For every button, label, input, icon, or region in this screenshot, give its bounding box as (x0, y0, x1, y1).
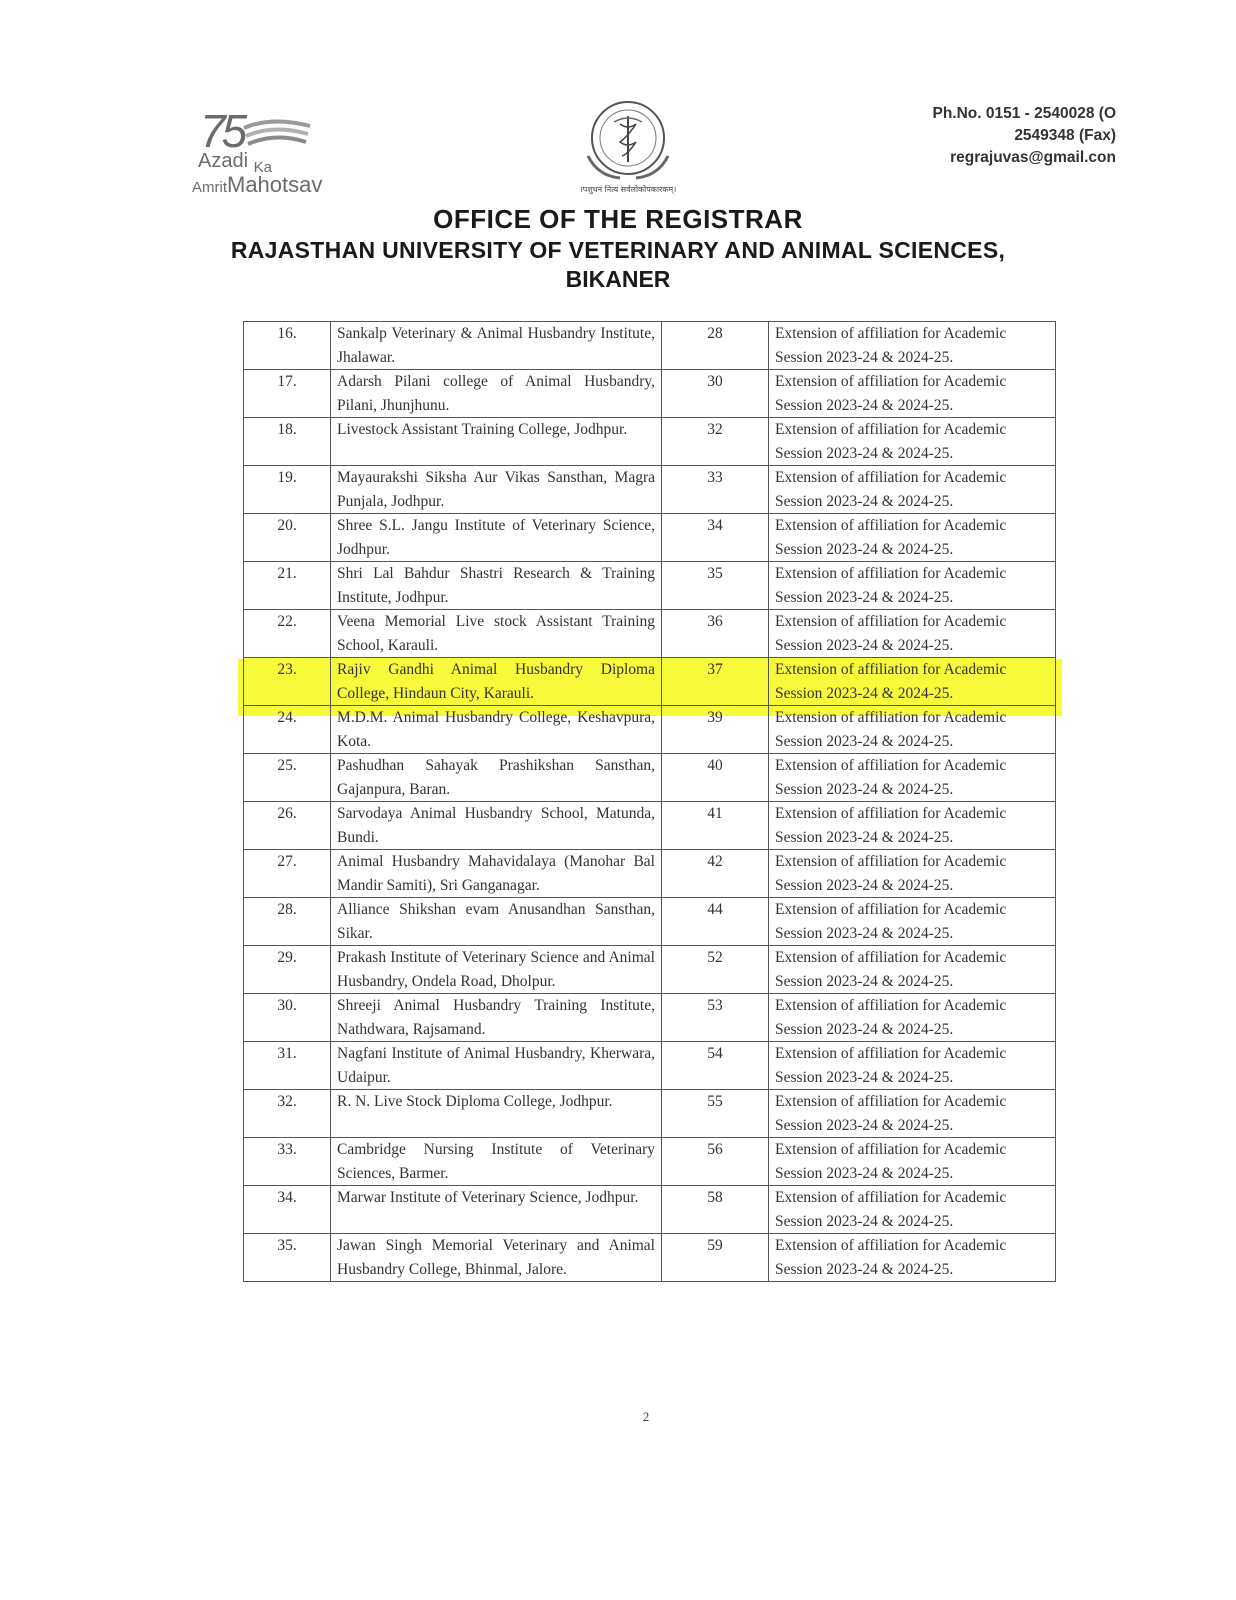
serial-number-cell: 34. (244, 1186, 331, 1234)
remark-cell: Extension of affiliation for Academic Session 2023-24 & 2024-25. (769, 466, 1056, 514)
logo-word-amrit: Amrit (192, 179, 227, 196)
reference-number-cell: 40 (662, 754, 769, 802)
seal-emblem-icon (568, 96, 688, 186)
serial-number-cell: 33. (244, 1138, 331, 1186)
table-row (244, 850, 1056, 898)
table-row (244, 754, 1056, 802)
table-row (244, 898, 1056, 946)
table-row (244, 1234, 1056, 1282)
serial-number-cell: 28. (244, 898, 331, 946)
university-city: BIKANER (565, 266, 671, 292)
institute-name-cell: Jawan Singh Memorial Veterinary and Animal Husbandry College, Bhinmal, Jalore. (331, 1234, 662, 1282)
table-row (244, 994, 1056, 1042)
table-row (244, 466, 1056, 514)
university-seal (568, 96, 688, 196)
reference-number-cell: 44 (662, 898, 769, 946)
institute-name-cell: R. N. Live Stock Diploma College, Jodhpur. (331, 1090, 662, 1138)
flag-swoosh-icon (242, 118, 312, 150)
table-row (244, 562, 1056, 610)
table-row (244, 1042, 1056, 1090)
reference-number-cell: 55 (662, 1090, 769, 1138)
remark-cell: Extension of affiliation for Academic Session 2023-24 & 2024-25. (769, 1186, 1056, 1234)
reference-number-cell: 59 (662, 1234, 769, 1282)
table-row (244, 1186, 1056, 1234)
institute-name-cell: Mayaurakshi Siksha Aur Vikas Sansthan, Magra Punjala, Jodhpur. (331, 466, 662, 514)
serial-number-cell: 25. (244, 754, 331, 802)
logo-text-line1 (198, 150, 272, 176)
reference-number-cell: 32 (662, 418, 769, 466)
table-row (244, 1090, 1056, 1138)
remark-cell: Extension of affiliation for Academic Session 2023-24 & 2024-25. (769, 850, 1056, 898)
table-row (244, 322, 1056, 370)
institute-name-cell: Sarvodaya Animal Husbandry School, Matunda, Bundi. (331, 802, 662, 850)
logo-75-number: 75 (200, 105, 244, 157)
institute-name-cell: Sankalp Veterinary & Animal Husbandry Institute, Jhalawar. (331, 322, 662, 370)
remark-cell: Extension of affiliation for Academic Session 2023-24 & 2024-25. (769, 370, 1056, 418)
serial-number-cell: 16. (244, 322, 331, 370)
remark-cell: Extension of affiliation for Academic Session 2023-24 & 2024-25. (769, 610, 1056, 658)
institute-name-cell: M.D.M. Animal Husbandry College, Keshavpura, Kota. (331, 706, 662, 754)
institute-name-cell: Veena Memorial Live stock Assistant Training School, Karauli. (331, 610, 662, 658)
institute-name-cell: Livestock Assistant Training College, Jodhpur. (331, 418, 662, 466)
reference-number-cell: 33 (662, 466, 769, 514)
logo-word-ka: Ka (253, 159, 272, 176)
table-row (244, 1138, 1056, 1186)
remark-cell: Extension of affiliation for Academic Session 2023-24 & 2024-25. (769, 418, 1056, 466)
institute-name-cell: Adarsh Pilani college of Animal Husbandry, Pilani, Jhunjhunu. (331, 370, 662, 418)
serial-number-cell: 22. (244, 610, 331, 658)
remark-cell: Extension of affiliation for Academic Session 2023-24 & 2024-25. (769, 802, 1056, 850)
logo-word-mahotsav: Mahotsav (227, 172, 323, 197)
institute-name-cell: Shree S.L. Jangu Institute of Veterinary Science, Jodhpur. (331, 514, 662, 562)
serial-number-cell: 30. (244, 994, 331, 1042)
remark-cell: Extension of affiliation for Academic Session 2023-24 & 2024-25. (769, 946, 1056, 994)
reference-number-cell: 28 (662, 322, 769, 370)
serial-number-cell: 21. (244, 562, 331, 610)
logo-word-azadi: Azadi (198, 150, 249, 172)
remark-cell: Extension of affiliation for Academic Session 2023-24 & 2024-25. (769, 754, 1056, 802)
serial-number-cell: 27. (244, 850, 331, 898)
institute-name-cell: Pashudhan Sahayak Prashikshan Sansthan, Gajanpura, Baran. (331, 754, 662, 802)
page-number: 2 (642, 1409, 650, 1424)
remark-cell: Extension of affiliation for Academic Session 2023-24 & 2024-25. (769, 898, 1056, 946)
serial-number-cell: 20. (244, 514, 331, 562)
reference-number-cell: 42 (662, 850, 769, 898)
serial-number-cell: 32. (244, 1090, 331, 1138)
table-row (244, 418, 1056, 466)
table-row (244, 658, 1056, 706)
remark-cell: Extension of affiliation for Academic Session 2023-24 & 2024-25. (769, 562, 1056, 610)
remark-cell: Extension of affiliation for Academic Session 2023-24 & 2024-25. (769, 514, 1056, 562)
phone-number: Ph.No. 0151 - 2540028 (O (932, 105, 1116, 122)
fax-number: 2549348 (Fax) (1014, 127, 1116, 144)
reference-number-cell: 56 (662, 1138, 769, 1186)
table-row (244, 610, 1056, 658)
remark-cell: Extension of affiliation for Academic Session 2023-24 & 2024-25. (769, 658, 1056, 706)
serial-number-cell: 18. (244, 418, 331, 466)
reference-number-cell: 35 (662, 562, 769, 610)
table-row (244, 370, 1056, 418)
institute-name-cell: Cambridge Nursing Institute of Veterinary Sciences, Barmer. (331, 1138, 662, 1186)
serial-number-cell: 31. (244, 1042, 331, 1090)
reference-number-cell: 36 (662, 610, 769, 658)
serial-number-cell: 23. (244, 658, 331, 706)
reference-number-cell: 39 (662, 706, 769, 754)
institute-name-cell: Shri Lal Bahdur Shastri Research & Training Institute, Jodhpur. (331, 562, 662, 610)
reference-number-cell: 52 (662, 946, 769, 994)
remark-cell: Extension of affiliation for Academic Session 2023-24 & 2024-25. (769, 322, 1056, 370)
serial-number-cell: 19. (244, 466, 331, 514)
serial-number-cell: 29. (244, 946, 331, 994)
institute-name-cell: Nagfani Institute of Animal Husbandry, Kherwara, Udaipur. (331, 1042, 662, 1090)
reference-number-cell: 58 (662, 1186, 769, 1234)
reference-number-cell: 37 (662, 658, 769, 706)
office-title: OFFICE OF THE REGISTRAR (433, 204, 803, 234)
serial-number-cell: 24. (244, 706, 331, 754)
table-row (244, 802, 1056, 850)
university-name: RAJASTHAN UNIVERSITY OF VETERINARY AND ANIMAL SCIENCES, (230, 237, 1006, 263)
table-row (244, 514, 1056, 562)
reference-number-cell: 53 (662, 994, 769, 1042)
remark-cell: Extension of affiliation for Academic Session 2023-24 & 2024-25. (769, 1042, 1056, 1090)
reference-number-cell: 34 (662, 514, 769, 562)
institute-name-cell: Prakash Institute of Veterinary Science and Animal Husbandry, Ondela Road, Dholpur. (331, 946, 662, 994)
azadi-ka-amrit-mahotsav-logo (192, 104, 352, 200)
serial-number-cell: 35. (244, 1234, 331, 1282)
contact-info (932, 103, 1116, 169)
reference-number-cell: 41 (662, 802, 769, 850)
affiliation-table (243, 321, 1056, 1282)
remark-cell: Extension of affiliation for Academic Session 2023-24 & 2024-25. (769, 1234, 1056, 1282)
institute-name-cell: Marwar Institute of Veterinary Science, Jodhpur. (331, 1186, 662, 1234)
remark-cell: Extension of affiliation for Academic Session 2023-24 & 2024-25. (769, 706, 1056, 754)
table-row (244, 706, 1056, 754)
remark-cell: Extension of affiliation for Academic Session 2023-24 & 2024-25. (769, 1138, 1056, 1186)
serial-number-cell: 17. (244, 370, 331, 418)
remark-cell: Extension of affiliation for Academic Session 2023-24 & 2024-25. (769, 1090, 1056, 1138)
remark-cell: Extension of affiliation for Academic Session 2023-24 & 2024-25. (769, 994, 1056, 1042)
institute-name-cell: Animal Husbandry Mahavidalaya (Manohar Bal Mandir Samiti), Sri Ganganagar. (331, 850, 662, 898)
institute-name-cell: Alliance Shikshan evam Anusandhan Sansthan, Sikar. (331, 898, 662, 946)
table-row (244, 946, 1056, 994)
institute-name-cell: Rajiv Gandhi Animal Husbandry Diploma College, Hindaun City, Karauli. (331, 658, 662, 706)
email-address: regrajuvas@gmail.con (950, 149, 1116, 166)
reference-number-cell: 54 (662, 1042, 769, 1090)
logo-text-line2 (192, 172, 322, 198)
serial-number-cell: 26. (244, 802, 331, 850)
seal-motto: ।पशुधनं नित्यं सर्वलोकोपकारकम्। (579, 185, 677, 194)
institute-name-cell: Shreeji Animal Husbandry Training Institute, Nathdwara, Rajsamand. (331, 994, 662, 1042)
reference-number-cell: 30 (662, 370, 769, 418)
